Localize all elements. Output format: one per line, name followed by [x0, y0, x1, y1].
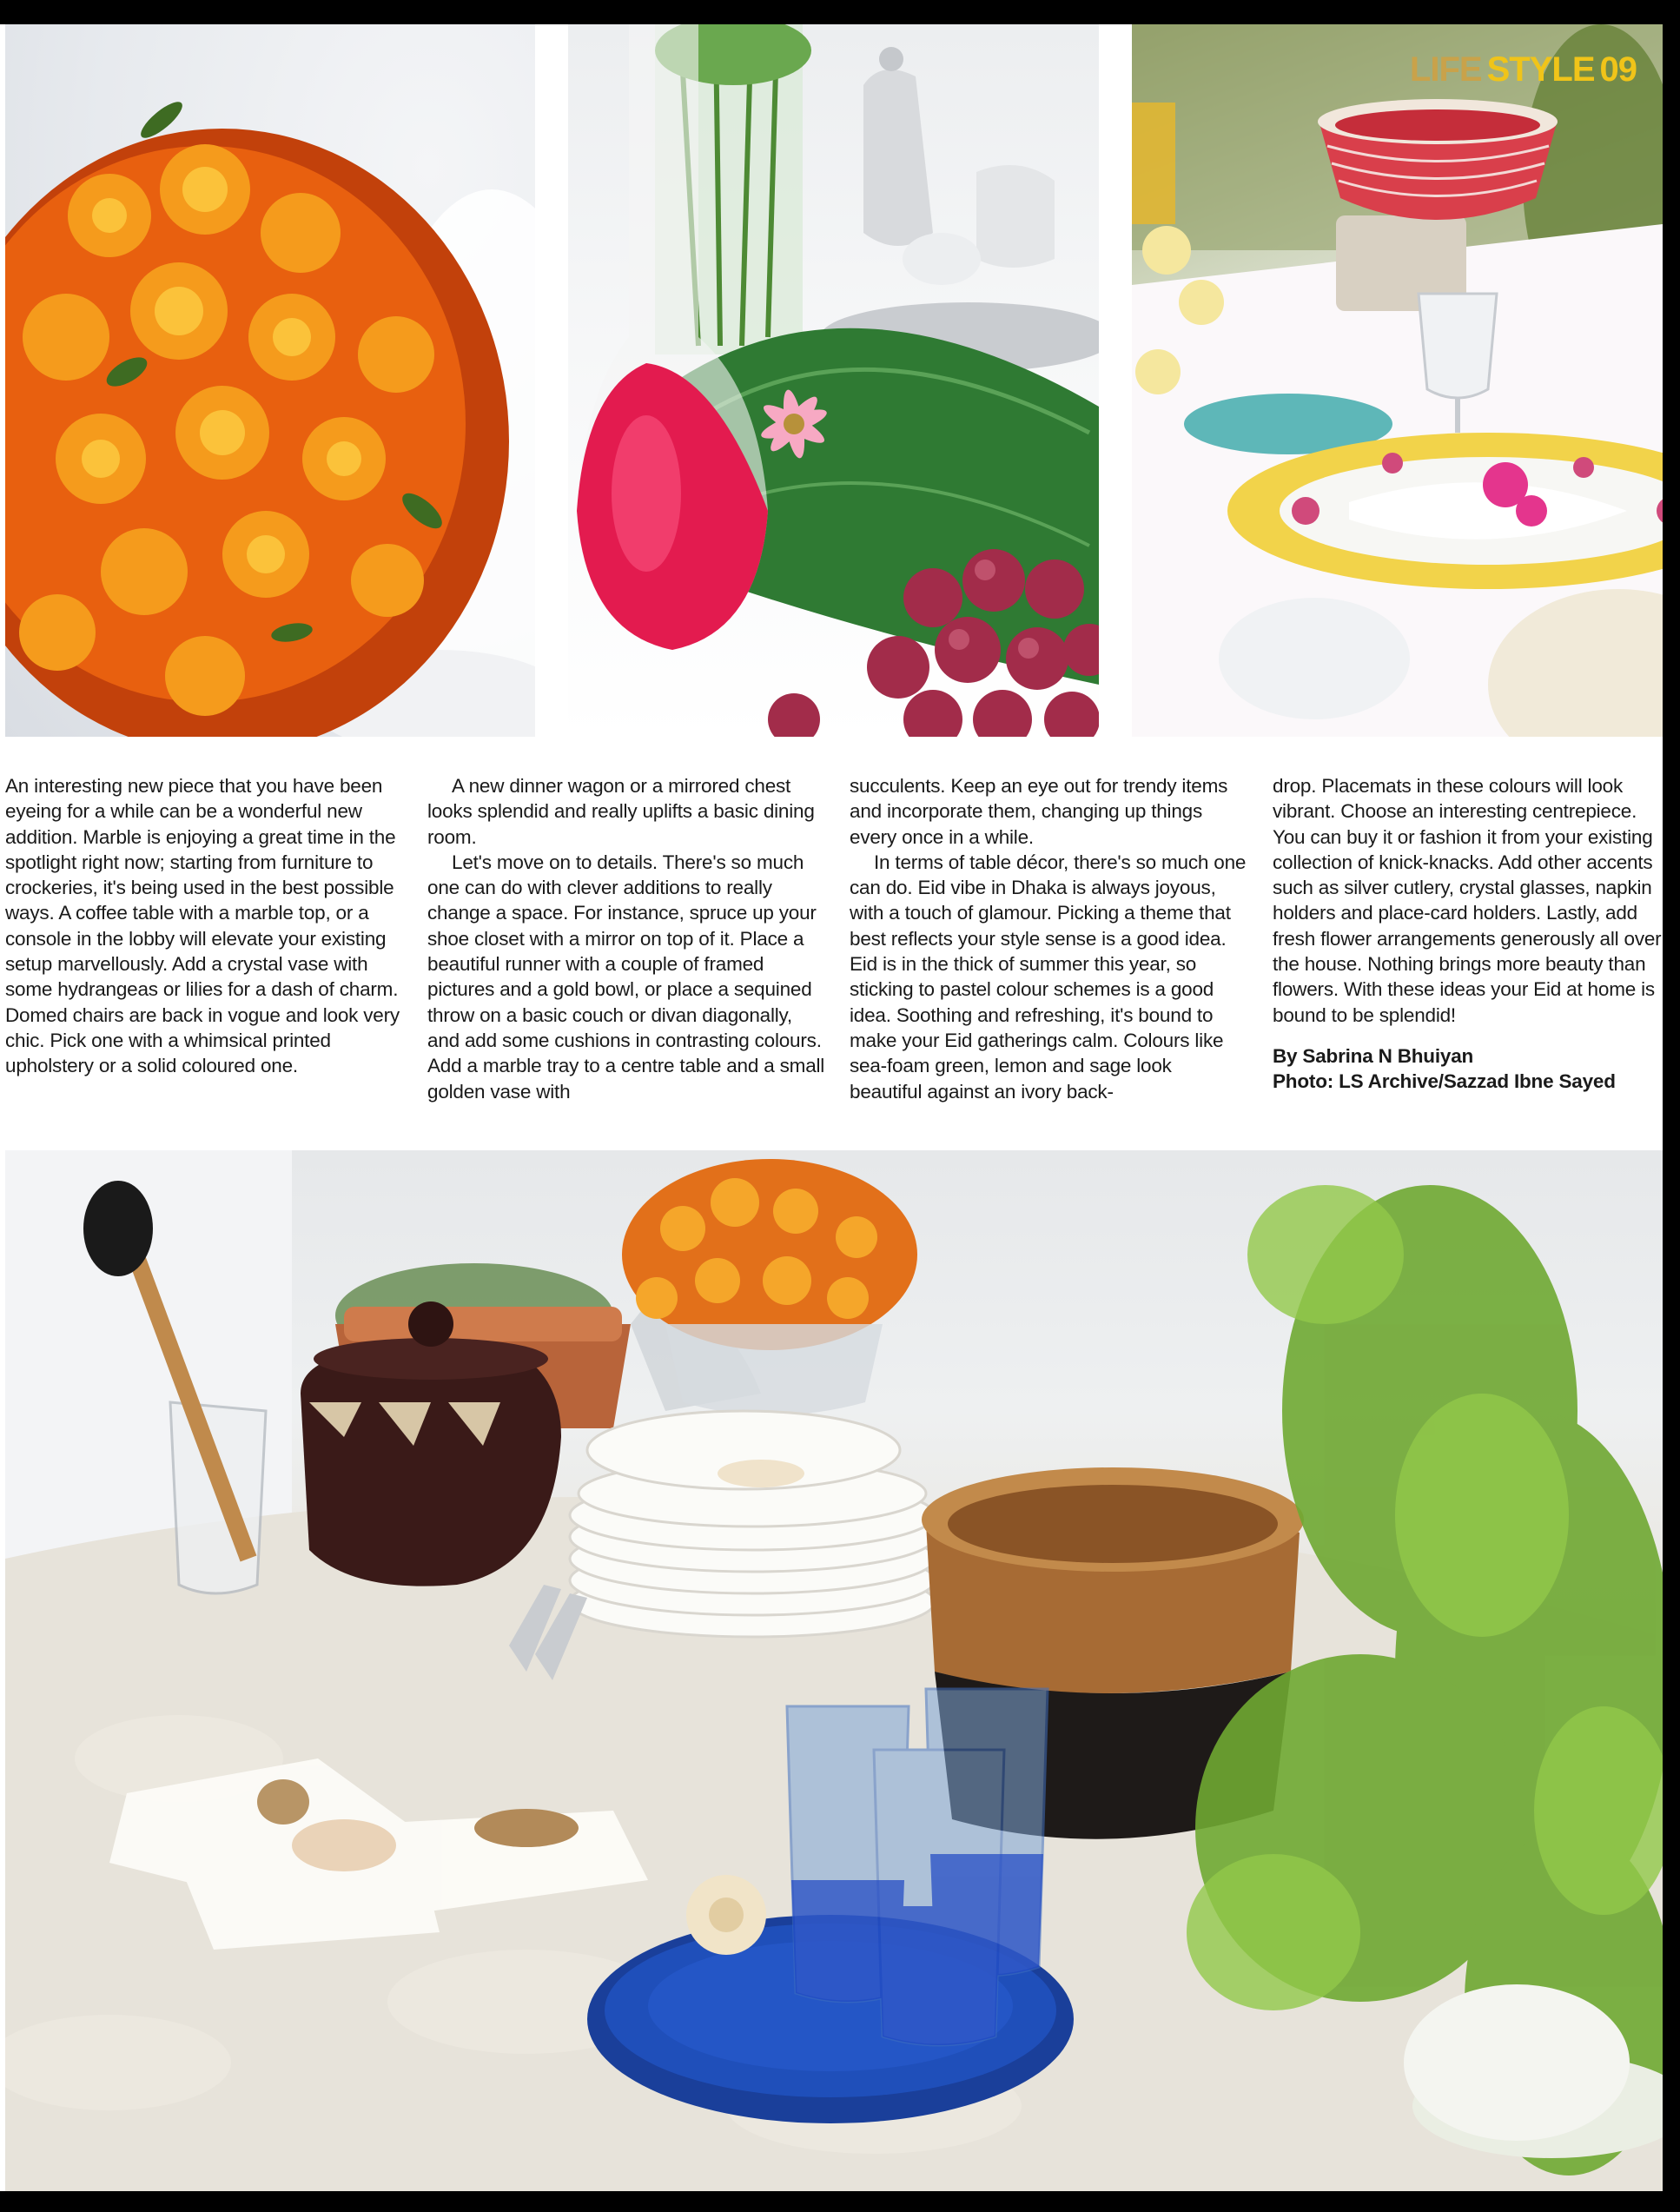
dining-table-illustration	[5, 1150, 1663, 2191]
paragraph: A new dinner wagon or a mirrored chest looks splendid and really uplifts a basic dining room.	[427, 775, 815, 848]
author-byline: By Sabrina N Bhuiyan	[1273, 1044, 1474, 1067]
photo-orange-roses	[5, 24, 535, 737]
magazine-page	[0, 24, 1663, 2191]
section-name-life: LIFE	[1409, 50, 1482, 89]
paragraph: In terms of table décor, there's so much one can do. Eid vibe in Dhaka is always joyous, with a touch of glamour. Picking a theme that best reflects your style sense is a good idea. Eid is in the thick of summer this year, so sticking to pastel colour schemes is a good idea. Soothing and refreshing, it's bound to make your Eid gatherings calm. Colours like sea-foam green, lemon and sage look beautiful against an ivory back-	[850, 851, 1247, 1103]
section-name-style: STYLE	[1486, 50, 1595, 89]
article-body	[5, 773, 1663, 1138]
byline-block	[1273, 1043, 1663, 1095]
photo-place-setting	[1132, 24, 1663, 737]
paragraph: succulents. Keep an eye out for trendy items and incorporate them, changing up things every once in a while.	[850, 775, 1228, 848]
page-number: 09	[1599, 50, 1637, 89]
tea-set-illustration	[568, 24, 1099, 737]
article-column-1	[5, 773, 405, 1079]
article-column-4	[1273, 773, 1663, 1095]
photo-dining-table	[5, 1150, 1663, 2191]
paragraph: An interesting new piece that you have been eyeing for a while can be a wonderful new addition. Marble is enjoying a great time in the spotlight right now; starting from furniture to crockeries, it's being used in the best possible ways. A coffee table with a marble top, or a console in the lobby will elevate your existing setup marvellously. Add a crystal vase with some hydrangeas or lilies for a dash of charm. Domed chairs are back in vogue and look very chic. Pick one with a whimsical printed upholstery or a solid coloured one.	[5, 775, 400, 1077]
place-setting-illustration	[1132, 24, 1663, 737]
photo-table-tea-set	[568, 24, 1099, 737]
photo-credit: Photo: LS Archive/Sazzad Ibne Sayed	[1273, 1070, 1616, 1093]
article-column-2	[427, 773, 827, 1104]
paragraph: drop. Placemats in these colours will look vibrant. Choose an interesting centrepiece. You can buy it or fashion it from your existing collection of knick-knacks. Add other accents such as silver cutlery, crystal glasses, napkin holders and place-card holders. Lastly, add fresh flower arrangements generously all over the house. Nothing brings more beauty than flowers. With these ideas your Eid at home is bound to be splendid!	[1273, 775, 1662, 1026]
paragraph: Let's move on to details. There's so much one can do with clever additions to really change a space. For instance, spruce up your shoe closet with a mirror on top of it. Place a beautiful runner with a couple of framed pictures and a gold bowl, or place a sequined throw on a basic couch or divan diagonally, and add some cushions in contrasting colours. Add a marble tray to a centre table and a small golden vase with	[427, 851, 825, 1103]
article-column-3	[850, 773, 1249, 1104]
section-header	[1410, 52, 1637, 87]
orange-roses-illustration	[5, 24, 535, 737]
